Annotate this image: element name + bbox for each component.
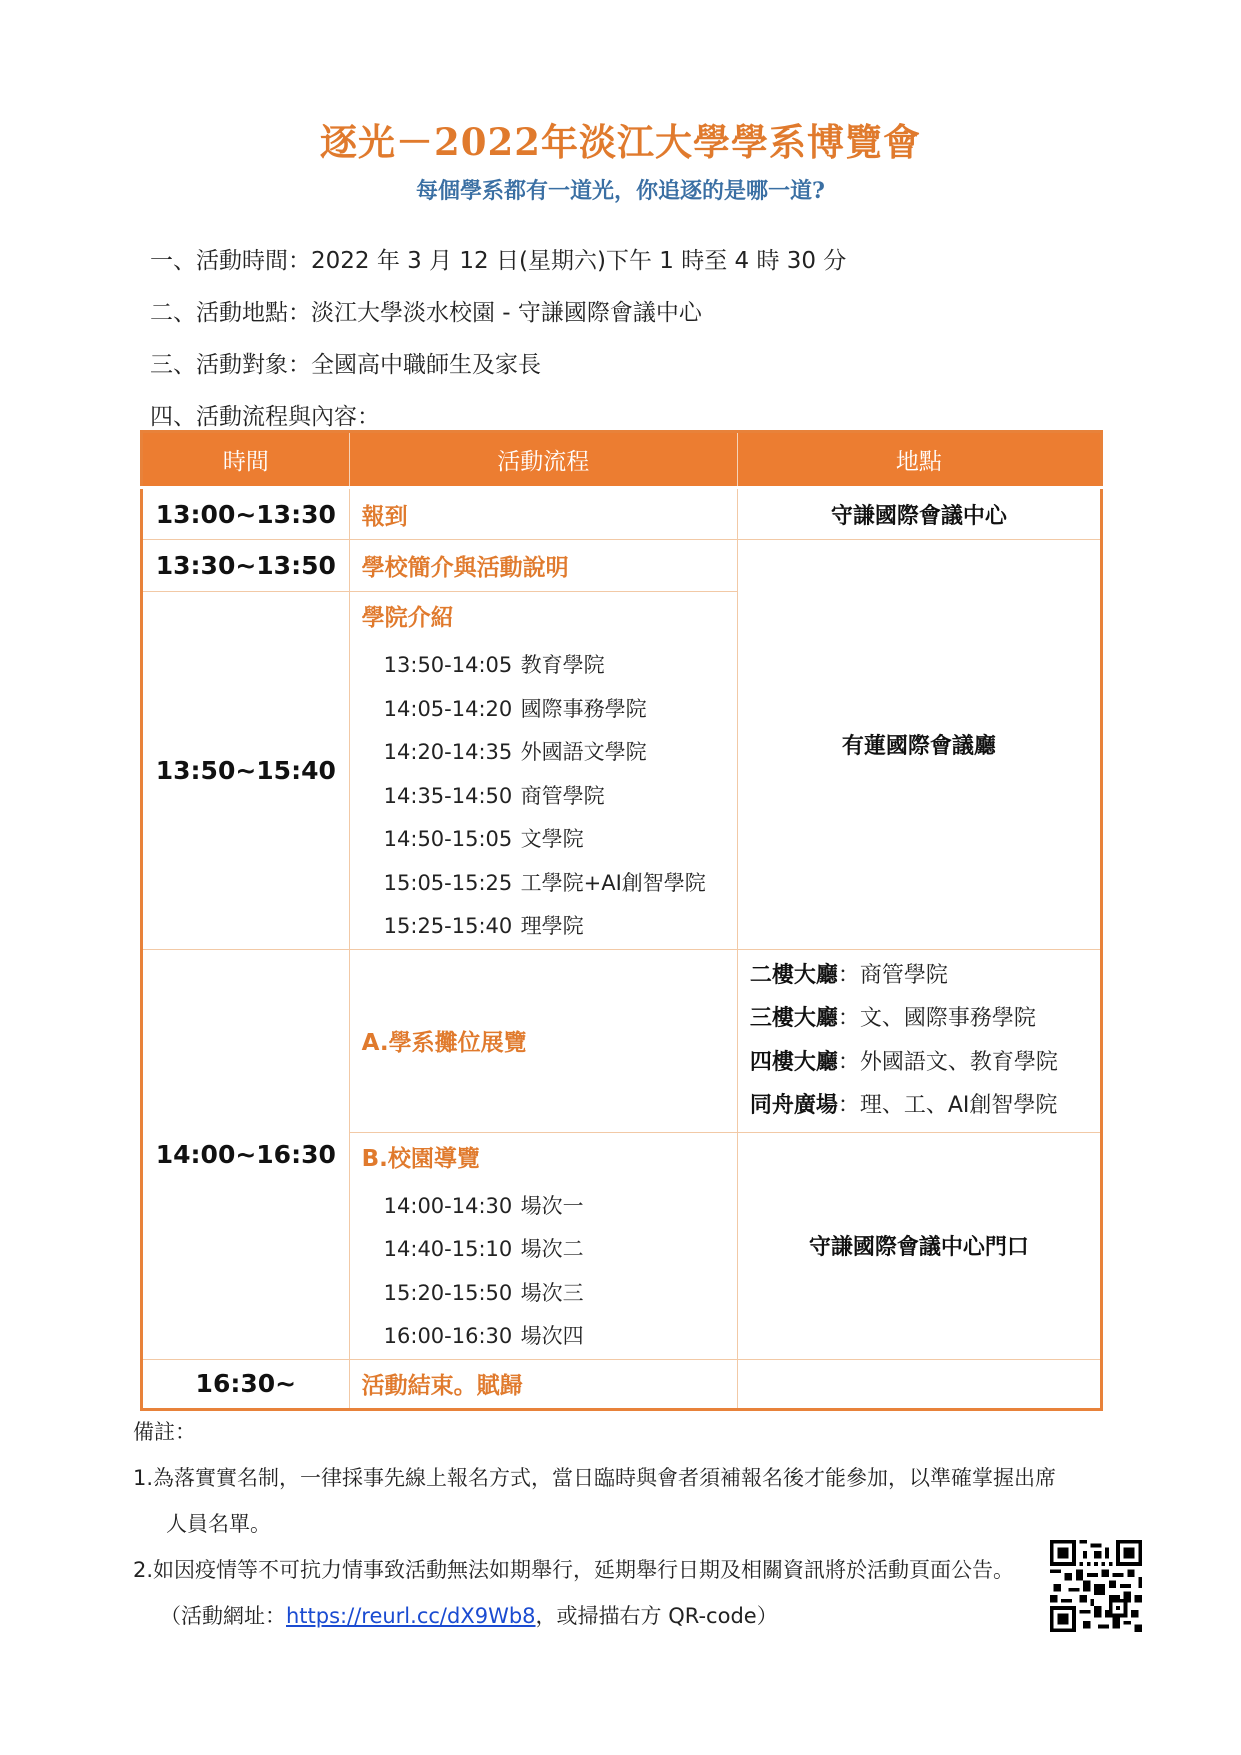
note-1: 1.為落實實名制，一律採事先線上報名方式，當日臨時與會者須補報名後才能參加，以準確掌握出席	[133, 1466, 1057, 1490]
header-activity: 活動流程	[349, 432, 737, 488]
note-3-prefix: （活動網址：	[160, 1604, 286, 1628]
row-activity: 學院介紹	[361, 605, 454, 631]
page-title: 逐光－2022年淡江大學學系博覽會	[320, 120, 921, 164]
tour-time: 16:00-16:30	[383, 1324, 513, 1348]
row-location: 守謙國際會議中心門口	[737, 1132, 1101, 1359]
info-audience: 三、活動對象：全國高中職師生及家長	[150, 352, 541, 378]
note-2: 2.如因疫情等不可抗力情事致活動無法如期舉行，延期舉行日期及相關資訊將於活動頁面公告。	[133, 1558, 1015, 1582]
row-location: 有蓮國際會議廳	[737, 540, 1101, 950]
row-activity: B.校園導覽	[361, 1145, 480, 1172]
table-header-row	[142, 432, 1102, 488]
row-time: 13:00~13:30	[142, 488, 350, 540]
row-time: 16:30~	[142, 1359, 350, 1409]
note-1-continued: 人員名單。	[166, 1512, 271, 1536]
session-item	[350, 862, 737, 906]
session-item	[350, 905, 737, 949]
session-item	[350, 644, 737, 688]
note-3	[160, 1600, 778, 1630]
qr-code-icon[interactable]	[1050, 1540, 1142, 1632]
tour-item	[350, 1228, 737, 1272]
session-time: 14:35-14:50	[383, 783, 513, 808]
tour-name: 場次三	[520, 1280, 584, 1305]
row-activity: A.學系攤位展覽	[349, 949, 737, 1132]
session-time: 14:20-14:35	[383, 740, 513, 764]
page-subtitle: 每個學系都有一道光，你追逐的是哪一道?	[416, 178, 825, 204]
session-name: 外國語文學院	[520, 740, 647, 764]
note-3-suffix: ，或掃描右方 QR-code）	[535, 1604, 778, 1628]
session-item	[350, 688, 737, 732]
event-url-link[interactable]: https://reurl.cc/dX9Wb8	[286, 1604, 536, 1628]
session-time: 14:50-15:05	[383, 827, 513, 851]
tour-item	[350, 1272, 737, 1316]
hall-colleges: ：外國語文、教育學院	[837, 1049, 1058, 1075]
session-name: 國際事務學院	[520, 696, 647, 721]
header-time: 時間	[142, 432, 350, 488]
hall-item	[738, 1041, 1100, 1085]
row-activity: 學校簡介與活動說明	[349, 540, 737, 592]
notes-label: 備註：	[133, 1420, 196, 1444]
session-name: 工學院+AI創智學院	[520, 870, 706, 895]
session-time: 15:25-15:40	[383, 914, 513, 938]
halls-cell	[737, 949, 1101, 1132]
hall-item	[738, 997, 1100, 1041]
tour-time: 14:00-14:30	[383, 1193, 513, 1218]
row-time: 14:00~16:30	[142, 949, 350, 1359]
session-item	[350, 775, 737, 819]
session-time: 15:05-15:25	[383, 870, 513, 895]
tour-time: 14:40-15:10	[383, 1237, 513, 1261]
hall-item	[738, 1084, 1100, 1128]
hall-place: 四樓大廳	[749, 1049, 838, 1075]
hall-place: 三樓大廳	[749, 1006, 838, 1031]
session-item	[350, 731, 737, 775]
table-row	[142, 540, 1102, 592]
hall-colleges: ：文、國際事務學院	[837, 1006, 1036, 1031]
row-location: 守謙國際會議中心	[737, 488, 1101, 540]
hall-place: 二樓大廳	[749, 962, 838, 988]
campus-tour-cell	[349, 1132, 737, 1359]
header-location: 地點	[737, 432, 1101, 488]
info-location: 二、活動地點：淡江大學淡水校園 - 守謙國際會議中心	[150, 300, 702, 326]
session-name: 理學院	[520, 914, 584, 938]
table-row	[142, 488, 1102, 540]
row-time: 13:50~15:40	[142, 592, 350, 950]
row-time: 13:30~13:50	[142, 540, 350, 592]
tour-time: 15:20-15:50	[383, 1280, 513, 1305]
session-name: 文學院	[520, 827, 584, 851]
table-row	[142, 949, 1102, 1132]
tour-item	[350, 1185, 737, 1229]
session-name: 商管學院	[520, 783, 605, 808]
row-activity: 報到	[349, 488, 737, 540]
tour-name: 場次一	[520, 1193, 584, 1218]
hall-place: 同舟廣場	[749, 1093, 838, 1118]
session-time: 13:50-14:05	[383, 653, 513, 677]
college-intro-cell	[349, 592, 737, 950]
session-name: 教育學院	[520, 653, 605, 677]
row-activity: 活動結束。賦歸	[349, 1359, 737, 1409]
hall-item	[738, 954, 1100, 998]
session-item	[350, 818, 737, 862]
tour-name: 場次二	[520, 1237, 584, 1261]
session-time: 14:05-14:20	[383, 696, 513, 721]
tour-name: 場次四	[520, 1324, 584, 1348]
tour-item	[350, 1315, 737, 1359]
hall-colleges: ：理、工、AI創智學院	[837, 1093, 1058, 1118]
schedule-table	[140, 430, 1103, 1411]
hall-colleges: ：商管學院	[837, 962, 948, 988]
row-location	[737, 1359, 1101, 1409]
info-schedule-heading: 四、活動流程與內容：	[150, 404, 380, 430]
info-time: 一、活動時間：2022 年 3 月 12 日(星期六)下午 1 時至 4 時 30 分	[150, 248, 847, 274]
table-row	[142, 1359, 1102, 1409]
